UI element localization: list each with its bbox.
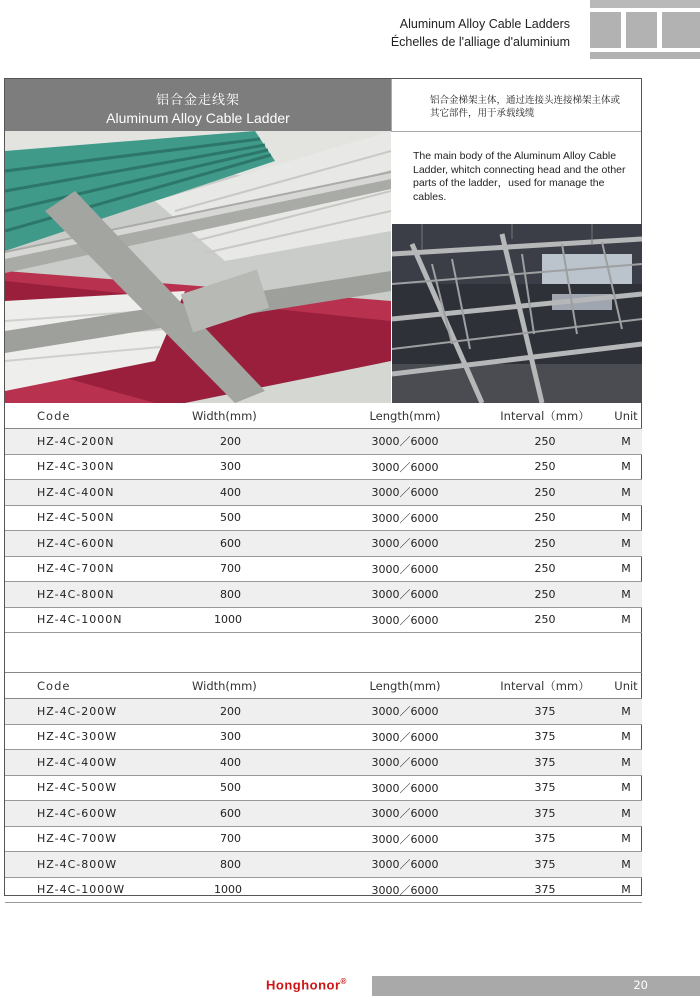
header-width: Width(mm) bbox=[192, 673, 330, 699]
table-header-row bbox=[5, 403, 642, 429]
cell-length: 3000／6000 bbox=[330, 531, 480, 557]
brand-name: Honghonor bbox=[266, 977, 341, 993]
cell-length: 3000／6000 bbox=[330, 877, 480, 903]
cell-interval: 250 bbox=[480, 480, 610, 506]
header-title bbox=[391, 15, 570, 51]
cell-code: HZ-4C-800W bbox=[5, 852, 192, 878]
header-length: Length(mm) bbox=[330, 403, 480, 429]
header-unit: Unit bbox=[610, 673, 642, 699]
page-number: 20 bbox=[633, 978, 648, 992]
cell-code: HZ-4C-300N bbox=[5, 454, 192, 480]
cell-unit: M bbox=[610, 556, 642, 582]
table-row bbox=[5, 801, 642, 827]
product-photo-cable-ladder bbox=[5, 131, 391, 403]
cell-interval: 250 bbox=[480, 429, 610, 455]
header-title-en: Aluminum Alloy Cable Ladders bbox=[399, 17, 570, 31]
cell-code: HZ-4C-300W bbox=[5, 724, 192, 750]
header-length: Length(mm) bbox=[330, 673, 480, 699]
table-row bbox=[5, 826, 642, 852]
cell-interval: 375 bbox=[480, 724, 610, 750]
cell-length: 3000／6000 bbox=[330, 750, 480, 776]
description-en: The main body of the Aluminum Alloy Cable Ladder, whitch connecting head and the other parts of the ladder，used for manage the cables. bbox=[413, 150, 626, 203]
section-title-en: Aluminum Alloy Cable Ladder bbox=[106, 110, 290, 126]
cell-length: 3000／6000 bbox=[330, 607, 480, 633]
cell-width: 200 bbox=[192, 429, 330, 455]
cell-width: 1000 bbox=[192, 607, 330, 633]
cell-width: 500 bbox=[192, 775, 330, 801]
cell-interval: 250 bbox=[480, 607, 610, 633]
table-row bbox=[5, 775, 642, 801]
cell-length: 3000／6000 bbox=[330, 826, 480, 852]
footer-bar bbox=[372, 976, 700, 996]
spec-table-n bbox=[5, 403, 642, 633]
header-code: Code bbox=[5, 673, 192, 699]
cell-width: 1000 bbox=[192, 877, 330, 903]
header-width: Width(mm) bbox=[192, 403, 330, 429]
table-row bbox=[5, 582, 642, 608]
cell-length: 3000／6000 bbox=[330, 801, 480, 827]
cell-length: 3000／6000 bbox=[330, 429, 480, 455]
cell-unit: M bbox=[610, 505, 642, 531]
cell-unit: M bbox=[610, 429, 642, 455]
cell-unit: M bbox=[610, 750, 642, 776]
table-row bbox=[5, 699, 642, 725]
cell-unit: M bbox=[610, 531, 642, 557]
cell-length: 3000／6000 bbox=[330, 775, 480, 801]
cell-unit: M bbox=[610, 877, 642, 903]
cell-length: 3000／6000 bbox=[330, 454, 480, 480]
cell-code: HZ-4C-400W bbox=[5, 750, 192, 776]
table-row bbox=[5, 505, 642, 531]
cell-interval: 250 bbox=[480, 582, 610, 608]
cell-width: 300 bbox=[192, 724, 330, 750]
cell-code: HZ-4C-700N bbox=[5, 556, 192, 582]
table-header-row bbox=[5, 673, 642, 699]
cell-width: 500 bbox=[192, 505, 330, 531]
cell-width: 400 bbox=[192, 750, 330, 776]
cell-unit: M bbox=[610, 480, 642, 506]
table-row bbox=[5, 480, 642, 506]
header-interval: Interval（mm） bbox=[480, 403, 610, 429]
cell-interval: 375 bbox=[480, 801, 610, 827]
cell-interval: 250 bbox=[480, 454, 610, 480]
table-row bbox=[5, 531, 642, 557]
cell-width: 700 bbox=[192, 556, 330, 582]
cell-code: HZ-4C-1000W bbox=[5, 877, 192, 903]
cell-unit: M bbox=[610, 801, 642, 827]
section-title bbox=[5, 79, 391, 131]
cell-length: 3000／6000 bbox=[330, 699, 480, 725]
cell-unit: M bbox=[610, 826, 642, 852]
table-row bbox=[5, 724, 642, 750]
cell-code: HZ-4C-500N bbox=[5, 505, 192, 531]
cell-code: HZ-4C-200W bbox=[5, 699, 192, 725]
cell-length: 3000／6000 bbox=[330, 556, 480, 582]
cell-code: HZ-4C-700W bbox=[5, 826, 192, 852]
cell-unit: M bbox=[610, 699, 642, 725]
cell-unit: M bbox=[610, 582, 642, 608]
cell-width: 400 bbox=[192, 480, 330, 506]
cell-width: 800 bbox=[192, 852, 330, 878]
cell-code: HZ-4C-600N bbox=[5, 531, 192, 557]
cell-interval: 375 bbox=[480, 699, 610, 725]
cell-code: HZ-4C-400N bbox=[5, 480, 192, 506]
registered-mark: ® bbox=[340, 977, 347, 986]
cell-code: HZ-4C-200N bbox=[5, 429, 192, 455]
cell-code: HZ-4C-800N bbox=[5, 582, 192, 608]
cell-width: 800 bbox=[192, 582, 330, 608]
cell-interval: 250 bbox=[480, 531, 610, 557]
cell-width: 700 bbox=[192, 826, 330, 852]
brand-logo bbox=[266, 977, 347, 992]
cell-width: 200 bbox=[192, 699, 330, 725]
description-cn: 铝合金梯架主体，通过连接头连接梯架主体或其它部件，用于承载线缆 bbox=[430, 95, 621, 119]
table-row bbox=[5, 852, 642, 878]
cell-length: 3000／6000 bbox=[330, 480, 480, 506]
cell-unit: M bbox=[610, 607, 642, 633]
spec-table-w bbox=[5, 673, 642, 903]
table-row bbox=[5, 429, 642, 455]
table-row bbox=[5, 454, 642, 480]
cell-unit: M bbox=[610, 724, 642, 750]
cell-code: HZ-4C-500W bbox=[5, 775, 192, 801]
section-title-cn: 铝合金走线架 bbox=[155, 93, 240, 108]
table-row bbox=[5, 556, 642, 582]
cell-interval: 375 bbox=[480, 877, 610, 903]
cell-code: HZ-4C-1000N bbox=[5, 607, 192, 633]
cell-interval: 375 bbox=[480, 852, 610, 878]
cell-length: 3000／6000 bbox=[330, 852, 480, 878]
cell-interval: 375 bbox=[480, 826, 610, 852]
product-photo-ladder-structure bbox=[392, 224, 642, 403]
header-decoration bbox=[590, 0, 700, 62]
header-interval: Interval（mm） bbox=[480, 673, 610, 699]
cell-interval: 375 bbox=[480, 775, 610, 801]
cell-width: 300 bbox=[192, 454, 330, 480]
table-row bbox=[5, 750, 642, 776]
cell-length: 3000／6000 bbox=[330, 724, 480, 750]
cell-width: 600 bbox=[192, 531, 330, 557]
cell-unit: M bbox=[610, 454, 642, 480]
cell-length: 3000／6000 bbox=[330, 505, 480, 531]
cell-interval: 375 bbox=[480, 750, 610, 776]
cell-interval: 250 bbox=[480, 505, 610, 531]
cell-interval: 250 bbox=[480, 556, 610, 582]
header-unit: Unit bbox=[610, 403, 642, 429]
table-separator bbox=[5, 628, 642, 673]
header-code: Code bbox=[5, 403, 192, 429]
cell-unit: M bbox=[610, 775, 642, 801]
cell-width: 600 bbox=[192, 801, 330, 827]
cell-code: HZ-4C-600W bbox=[5, 801, 192, 827]
cell-unit: M bbox=[610, 852, 642, 878]
table-row bbox=[5, 877, 642, 903]
header-title-fr: Échelles de l'alliage d'aluminium bbox=[390, 35, 570, 49]
cell-length: 3000／6000 bbox=[330, 582, 480, 608]
